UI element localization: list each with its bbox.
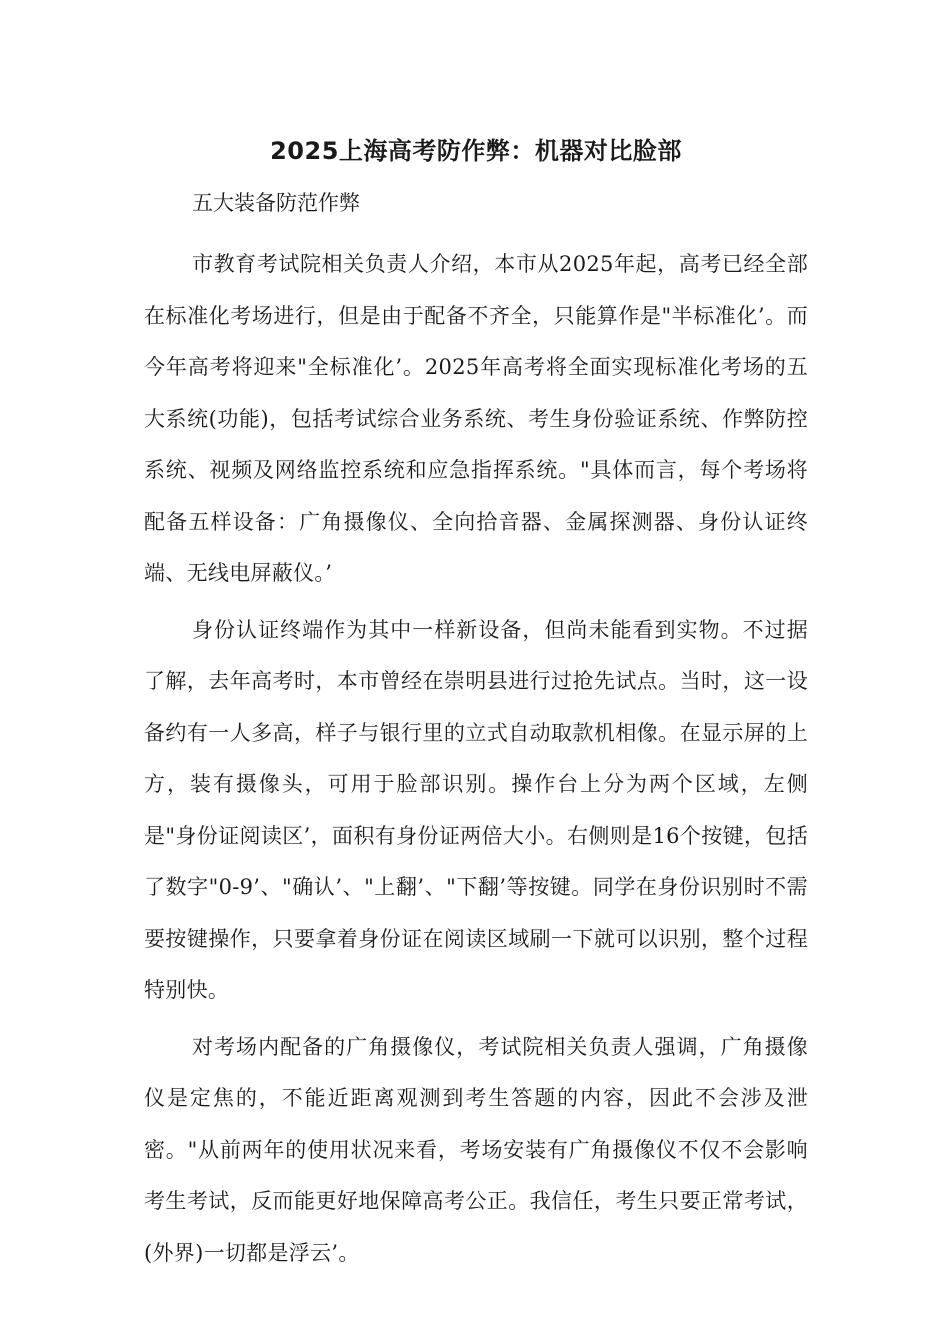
paragraph-intro: 市教育考试院相关负责人介绍，本市从2025年起，高考已经全部在标准化考场进行，但是由于配备不齐全，只能算作是"半标准化’。而今年高考将迎来"全标准化’。2025年高考将全面实现标准化考场的五大系统(功能)，包括考试综合业务系统、考生身份验证系统、作弊防控系统、视频及网络监控系统和应急指挥系统。"具体而言，每个考场将配备五样设备：广角摄像仪、全向拾音器、金属探测器、身份认证终端、无线电屏蔽仪。’	[144, 252, 808, 585]
section-heading: 五大装备防范作弊	[192, 191, 360, 215]
document-body	[144, 132, 808, 1284]
paragraph-id-terminal: 身份认证终端作为其中一样新设备，但尚未能看到实物。不过据了解，去年高考时，本市曾经在崇明县进行过抢先试点。当时，这一设备约有一人多高，样子与银行里的立式自动取款机相像。在显示屏的上方，装有摄像头，可用于脸部识别。操作台上分为两个区域，左侧是"身份证阅读区’，面积有身份证两倍大小。右侧则是16个按键，包括了数字"0-9’、"确认’、"上翻’、"下翻’等按键。同学在身份识别时不需要按键操作，只要拿着身份证在阅读区域刷一下就可以识别，整个过程特别快。	[144, 617, 808, 1002]
document-title: 2025上海高考防作弊：机器对比脸部	[270, 137, 682, 165]
paragraph-wide-angle-camera: 对考场内配备的广角摄像仪，考试院相关负责人强调，广角摄像仪是定焦的，不能近距离观测到考生答题的内容，因此不会涉及泄密。"从前两年的使用状况来看，考场安装有广角摄像仪不仅不会影响考生考试，反而能更好地保障高考公正。我信任，考生只要正常考试，(外界)一切都是浮云’。	[144, 1034, 808, 1265]
